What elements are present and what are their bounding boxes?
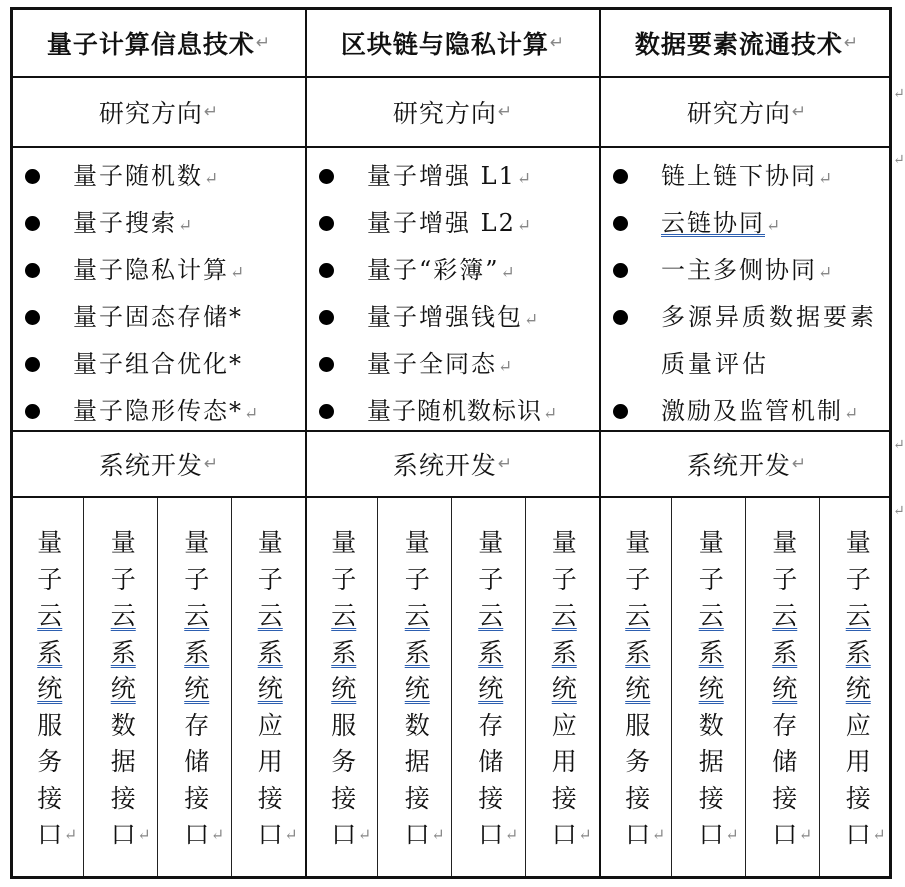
api-text-segment: 云 系 统: [404, 601, 430, 703]
list-item: 量子隐形传态*↵: [25, 388, 303, 435]
list-item: 量子全同态↵: [319, 341, 597, 388]
api-interface-label: [822, 525, 896, 854]
list-item: 量子随机数标识↵: [319, 388, 597, 435]
api-text-segment: 量 子: [625, 528, 651, 594]
bullet-icon: [613, 310, 628, 325]
paragraph-mark: ↵: [137, 825, 151, 844]
bullet-icon: [25, 310, 40, 325]
bullet-icon: [25, 169, 40, 184]
paragraph-mark: ↵: [210, 825, 225, 844]
row-end-mark: ↵: [893, 152, 905, 168]
bullet-icon: [319, 404, 334, 419]
api-text-segment: 服 务 接 口: [625, 710, 651, 849]
api-text-segment: 存 储 接 口: [772, 710, 798, 849]
api-interface-label: [748, 525, 822, 854]
bullet-icon: [319, 357, 334, 372]
list-item: 多源异质数据要素质量评估: [613, 294, 891, 388]
api-text-segment: 数 据 接 口: [698, 710, 724, 849]
api-interface-label: [454, 525, 528, 854]
api-text-segment: 量 子: [551, 528, 577, 594]
api-text-segment: 服 务 接 口: [37, 710, 63, 849]
api-text-segment: 量 子: [698, 528, 724, 594]
api-text-segment: 量 子: [404, 528, 430, 594]
api-text-segment: 云 系 统: [184, 601, 210, 703]
bullet-icon: [613, 216, 628, 231]
list-item: 链上链下协同↵: [613, 153, 891, 200]
list-item: 云链协同↵: [613, 200, 891, 247]
api-text-segment: 量 子: [184, 528, 210, 594]
bullet-icon: [25, 357, 40, 372]
row-end-mark: ↵: [893, 437, 905, 453]
api-text-segment: 云 系 统: [257, 601, 283, 703]
api-interface-label: [160, 525, 234, 854]
research-list: [613, 153, 891, 435]
api-interface-label: [528, 525, 602, 854]
paragraph-mark: ↵: [798, 825, 813, 844]
paragraph-mark: ↵: [63, 825, 78, 844]
api-interface-label: [307, 525, 381, 854]
list-item: 量子增强钱包↵: [319, 294, 597, 341]
row-divider: [13, 146, 889, 148]
paragraph-mark: ↵: [431, 825, 445, 844]
api-interface-label: [87, 525, 161, 854]
paragraph-mark: ↵: [651, 825, 666, 844]
api-text-segment: 云 系 统: [331, 601, 357, 703]
api-interface-label: [601, 525, 675, 854]
api-text-segment: 量 子: [845, 528, 871, 594]
api-text-segment: 量 子: [37, 528, 63, 594]
bullet-icon: [319, 216, 334, 231]
list-item: 量子增强 L1↵: [319, 153, 597, 200]
research-direction-label: 研究方向 ↵: [98, 99, 220, 128]
api-text-segment: 存 储 接 口: [478, 710, 504, 849]
list-item: 量子固态存储*: [25, 294, 303, 341]
api-text-segment: 云 系 统: [110, 601, 136, 703]
list-item: 量子增强 L2↵: [319, 200, 597, 247]
list-item: 量子组合优化*: [25, 341, 303, 388]
api-text-segment: 量 子: [478, 528, 504, 594]
bullet-icon: [613, 169, 628, 184]
api-text-segment: 云 系 统: [551, 601, 577, 703]
api-text-segment: 量 子: [331, 528, 357, 594]
api-text-segment: 应 用 接 口: [551, 710, 577, 849]
bullet-icon: [613, 404, 628, 419]
list-item: 激励及监管机制↵: [613, 388, 891, 435]
api-text-segment: 云 系 统: [478, 601, 504, 703]
list-item: 量子搜索↵: [25, 200, 303, 247]
bullet-icon: [319, 310, 334, 325]
paragraph-mark: ↵: [578, 825, 592, 844]
research-direction-label: 研究方向 ↵: [686, 99, 808, 128]
research-list: [319, 153, 597, 435]
research-direction-label: 研究方向 ↵: [392, 99, 514, 128]
api-text-segment: 量 子: [772, 528, 798, 594]
column-title: 数据要素流通技术 ↵: [634, 30, 860, 59]
paragraph-mark: ↵: [284, 825, 298, 844]
bullet-icon: [25, 404, 40, 419]
column-title: 区块链与隐私计算 ↵: [340, 30, 566, 59]
api-interface-label: [381, 525, 455, 854]
paragraph-mark: ↵: [725, 825, 739, 844]
api-text-segment: 量 子: [257, 528, 283, 594]
api-text-segment: 数 据 接 口: [404, 710, 430, 849]
api-interface-label: [675, 525, 749, 854]
paragraph-mark: ↵: [504, 825, 519, 844]
paragraph-mark: ↵: [357, 825, 372, 844]
api-text-segment: 应 用 接 口: [257, 710, 283, 849]
column-title: 量子计算信息技术 ↵: [46, 30, 272, 59]
bullet-icon: [25, 216, 40, 231]
list-item: 一主多侧协同↵: [613, 247, 891, 294]
system-dev-label: 系统开发 ↵: [686, 451, 808, 480]
bullet-icon: [25, 263, 40, 278]
list-item: 量子随机数↵: [25, 153, 303, 200]
research-table: [10, 7, 892, 879]
system-dev-label: 系统开发 ↵: [392, 451, 514, 480]
row-end-mark: ↵: [893, 503, 905, 519]
api-interface-label: [234, 525, 308, 854]
api-text-segment: 数 据 接 口: [110, 710, 136, 849]
api-text-segment: 云 系 统: [625, 601, 651, 703]
api-interface-label: [13, 525, 87, 854]
paragraph-mark: ↵: [872, 825, 886, 844]
list-item: 量子“彩簿”↵: [319, 247, 597, 294]
api-text-segment: 存 储 接 口: [184, 710, 210, 849]
api-text-segment: 服 务 接 口: [331, 710, 357, 849]
api-text-segment: 应 用 接 口: [845, 710, 871, 849]
api-text-segment: 云 系 统: [698, 601, 724, 703]
api-text-segment: 云 系 统: [772, 601, 798, 703]
bullet-icon: [319, 169, 334, 184]
api-text-segment: 云 系 统: [845, 601, 871, 703]
bullet-icon: [613, 263, 628, 278]
list-item: 量子隐私计算↵: [25, 247, 303, 294]
bullet-icon: [319, 263, 334, 278]
api-text-segment: 量 子: [110, 528, 136, 594]
system-dev-label: 系统开发 ↵: [98, 451, 220, 480]
api-text-segment: 云 系 统: [37, 601, 63, 703]
research-list: [25, 153, 303, 435]
row-end-mark: ↵: [893, 86, 905, 102]
